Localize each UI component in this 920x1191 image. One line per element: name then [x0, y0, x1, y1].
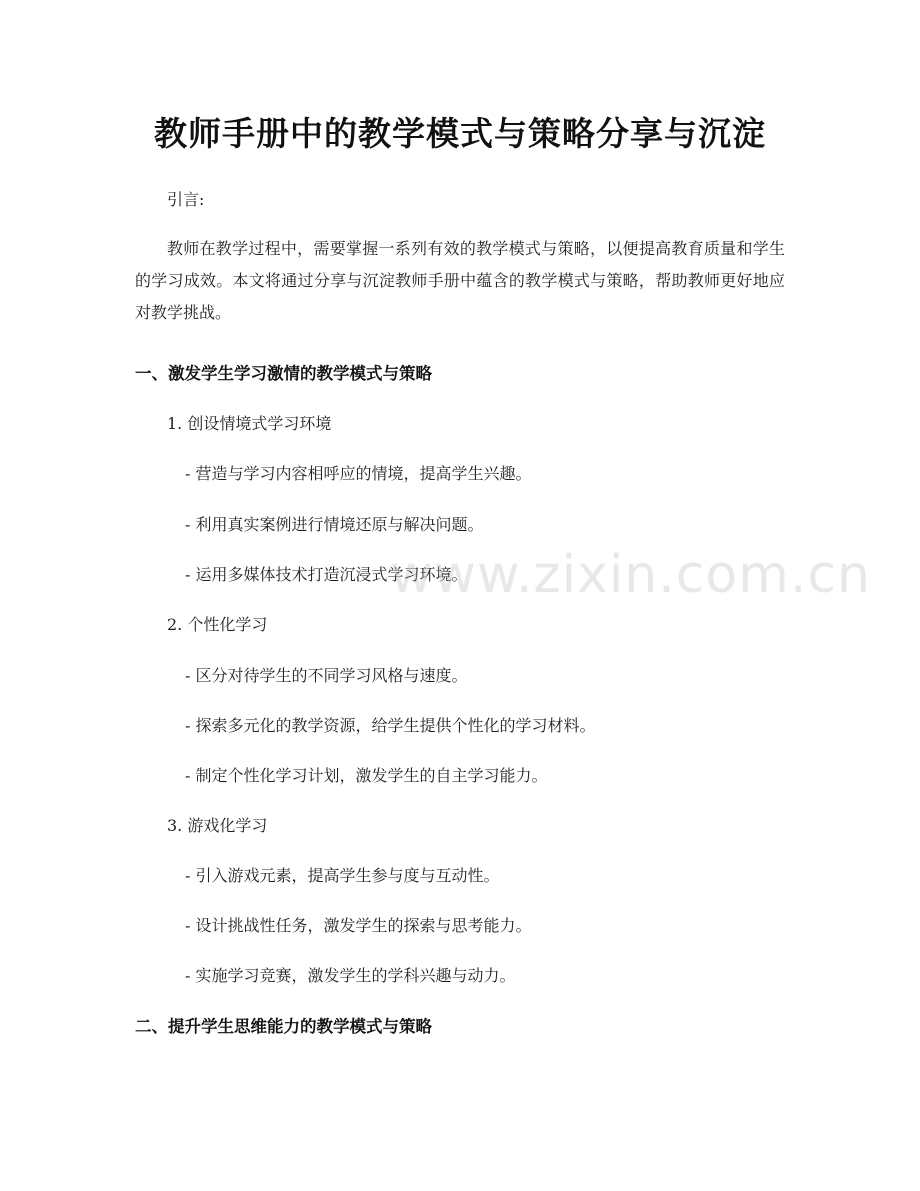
watermark: www.zixin.com.cn — [390, 545, 871, 605]
bullet-item: - 实施学习竞赛，激发学生的学科兴趣与动力。 — [185, 966, 516, 985]
bullet-item: - 制定个性化学习计划，激发学生的自主学习能力。 — [185, 766, 548, 785]
document-title: 教师手册中的教学模式与策略分享与沉淀 — [154, 114, 766, 153]
bullet-item: - 营造与学习内容相呼应的情境，提高学生兴趣。 — [185, 464, 532, 483]
subsection-title-3: 3. 游戏化学习 — [167, 816, 268, 835]
bullet-item: - 运用多媒体技术打造沉浸式学习环境。 — [185, 565, 468, 584]
bullet-item: - 利用真实案例进行情境还原与解决问题。 — [185, 515, 484, 534]
bullet-item: - 探索多元化的教学资源，给学生提供个性化的学习材料。 — [185, 716, 596, 735]
bullet-item: - 区分对待学生的不同学习风格与速度。 — [185, 666, 468, 685]
bullet-item: - 引入游戏元素，提高学生参与度与互动性。 — [185, 866, 500, 885]
bullet-item: - 设计挑战性任务，激发学生的探索与思考能力。 — [185, 916, 532, 935]
section-heading-2: 二、提升学生思维能力的教学模式与策略 — [135, 1017, 432, 1036]
intro-paragraph: 教师在教学过程中，需要掌握一系列有效的教学模式与策略，以便提高教育质量和学生的学习成效。本文将通过分享与沉淀教师手册中蕴含的教学模式与策略，帮助教师更好地应对教学挑战。 — [135, 239, 785, 322]
intro-label: 引言: — [167, 190, 205, 209]
subsection-title-1: 1. 创设情境式学习环境 — [167, 414, 332, 433]
subsection-title-2: 2. 个性化学习 — [167, 615, 268, 634]
section-heading-1: 一、激发学生学习激情的教学模式与策略 — [135, 364, 432, 383]
